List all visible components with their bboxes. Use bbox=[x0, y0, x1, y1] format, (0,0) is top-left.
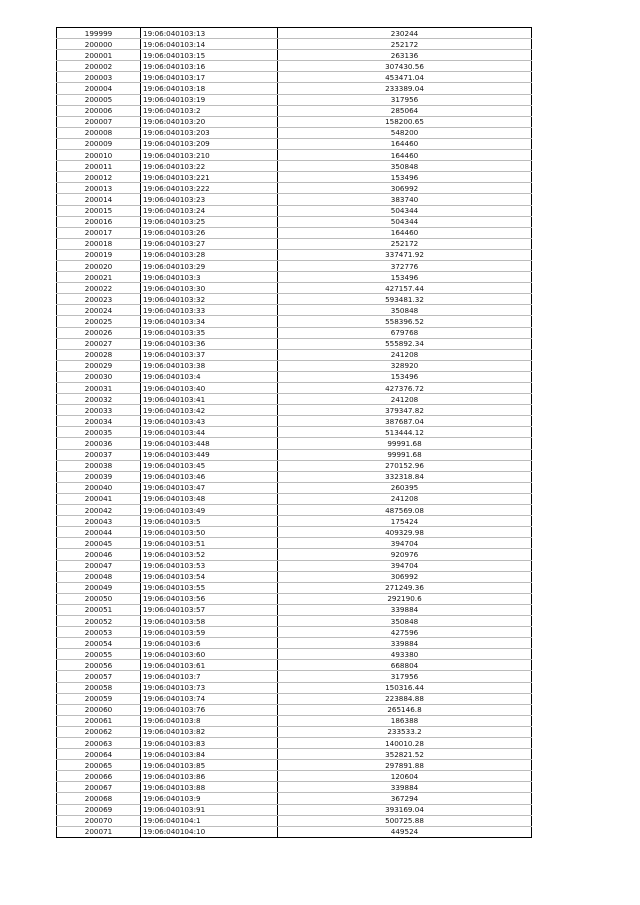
value-cell: 175424 bbox=[278, 516, 532, 527]
row-number-cell: 200032 bbox=[57, 394, 141, 405]
value-cell: 339884 bbox=[278, 638, 532, 649]
cadastral-number-cell: 19:06:040103:86 bbox=[141, 771, 278, 782]
row-number-cell: 200049 bbox=[57, 582, 141, 593]
value-cell: 186388 bbox=[278, 715, 532, 726]
row-number-cell: 200008 bbox=[57, 127, 141, 138]
table-row bbox=[57, 749, 532, 760]
row-number-cell: 200029 bbox=[57, 360, 141, 371]
table-row bbox=[57, 349, 532, 360]
row-number-cell: 200003 bbox=[57, 72, 141, 83]
row-number-cell: 200027 bbox=[57, 338, 141, 349]
cadastral-number-cell: 19:06:040103:8 bbox=[141, 715, 278, 726]
cadastral-number-cell: 19:06:040103:43 bbox=[141, 416, 278, 427]
table-row bbox=[57, 405, 532, 416]
row-number-cell: 200065 bbox=[57, 760, 141, 771]
value-cell: 427596 bbox=[278, 627, 532, 638]
cadastral-number-cell: 19:06:040103:53 bbox=[141, 560, 278, 571]
row-number-cell: 200019 bbox=[57, 249, 141, 260]
value-cell: 352821.52 bbox=[278, 749, 532, 760]
value-cell: 306992 bbox=[278, 571, 532, 582]
row-number-cell: 200007 bbox=[57, 116, 141, 127]
row-number-cell: 200022 bbox=[57, 283, 141, 294]
table-row bbox=[57, 527, 532, 538]
row-number-cell: 200026 bbox=[57, 327, 141, 338]
row-number-cell: 200057 bbox=[57, 671, 141, 682]
value-cell: 164460 bbox=[278, 150, 532, 161]
table-row bbox=[57, 438, 532, 449]
row-number-cell: 200009 bbox=[57, 138, 141, 149]
cadastral-number-cell: 19:06:040103:9 bbox=[141, 793, 278, 804]
table-row bbox=[57, 682, 532, 693]
table-row bbox=[57, 383, 532, 394]
row-number-cell: 200071 bbox=[57, 826, 141, 837]
cadastral-number-cell: 19:06:040103:32 bbox=[141, 294, 278, 305]
table-row bbox=[57, 305, 532, 316]
table-row bbox=[57, 216, 532, 227]
row-number-cell: 200037 bbox=[57, 449, 141, 460]
value-cell: 339884 bbox=[278, 604, 532, 615]
cadastral-number-cell: 19:06:040103:5 bbox=[141, 516, 278, 527]
value-cell: 140010.28 bbox=[278, 738, 532, 749]
value-cell: 558396.52 bbox=[278, 316, 532, 327]
cadastral-number-cell: 19:06:040103:50 bbox=[141, 527, 278, 538]
cadastral-number-cell: 19:06:040103:448 bbox=[141, 438, 278, 449]
row-number-cell: 200033 bbox=[57, 405, 141, 416]
value-cell: 383740 bbox=[278, 194, 532, 205]
cadastral-number-cell: 19:06:040103:28 bbox=[141, 249, 278, 260]
row-number-cell: 200041 bbox=[57, 493, 141, 504]
value-cell: 158200.65 bbox=[278, 116, 532, 127]
row-number-cell: 200021 bbox=[57, 272, 141, 283]
row-number-cell: 200064 bbox=[57, 749, 141, 760]
cadastral-value-table bbox=[56, 27, 532, 838]
row-number-cell: 200068 bbox=[57, 793, 141, 804]
table-row bbox=[57, 782, 532, 793]
row-number-cell: 200000 bbox=[57, 39, 141, 50]
row-number-cell: 200050 bbox=[57, 593, 141, 604]
cadastral-number-cell: 19:06:040103:40 bbox=[141, 383, 278, 394]
cadastral-number-cell: 19:06:040103:20 bbox=[141, 116, 278, 127]
table-row bbox=[57, 260, 532, 271]
row-number-cell: 200036 bbox=[57, 438, 141, 449]
cadastral-number-cell: 19:06:040103:46 bbox=[141, 471, 278, 482]
cadastral-number-cell: 19:06:040103:22 bbox=[141, 161, 278, 172]
table-row bbox=[57, 815, 532, 826]
row-number-cell: 200053 bbox=[57, 627, 141, 638]
row-number-cell: 200030 bbox=[57, 371, 141, 382]
table-row bbox=[57, 205, 532, 216]
value-cell: 449524 bbox=[278, 826, 532, 837]
table-row bbox=[57, 94, 532, 105]
table-row bbox=[57, 560, 532, 571]
table-row bbox=[57, 471, 532, 482]
table-row bbox=[57, 50, 532, 61]
table-row bbox=[57, 327, 532, 338]
cadastral-number-cell: 19:06:040103:15 bbox=[141, 50, 278, 61]
cadastral-number-cell: 19:06:040103:48 bbox=[141, 493, 278, 504]
cadastral-number-cell: 19:06:040103:49 bbox=[141, 505, 278, 516]
table-row bbox=[57, 39, 532, 50]
cadastral-number-cell: 19:06:040103:4 bbox=[141, 371, 278, 382]
row-number-cell: 200016 bbox=[57, 216, 141, 227]
cadastral-number-cell: 19:06:040103:88 bbox=[141, 782, 278, 793]
cadastral-number-cell: 19:06:040103:74 bbox=[141, 693, 278, 704]
table-body bbox=[57, 28, 532, 838]
table-row bbox=[57, 194, 532, 205]
cadastral-number-cell: 19:06:040103:85 bbox=[141, 760, 278, 771]
table-row bbox=[57, 394, 532, 405]
table-row bbox=[57, 649, 532, 660]
cadastral-number-cell: 19:06:040103:203 bbox=[141, 127, 278, 138]
value-cell: 504344 bbox=[278, 216, 532, 227]
cadastral-number-cell: 19:06:040103:24 bbox=[141, 205, 278, 216]
cadastral-number-cell: 19:06:040103:59 bbox=[141, 627, 278, 638]
value-cell: 270152.96 bbox=[278, 460, 532, 471]
row-number-cell: 200066 bbox=[57, 771, 141, 782]
table-row bbox=[57, 638, 532, 649]
table-row bbox=[57, 715, 532, 726]
table-row bbox=[57, 460, 532, 471]
value-cell: 332318.84 bbox=[278, 471, 532, 482]
cadastral-number-cell: 19:06:040103:27 bbox=[141, 238, 278, 249]
cadastral-number-cell: 19:06:040103:19 bbox=[141, 94, 278, 105]
value-cell: 593481.32 bbox=[278, 294, 532, 305]
table-row bbox=[57, 771, 532, 782]
value-cell: 241208 bbox=[278, 493, 532, 504]
table-row bbox=[57, 826, 532, 837]
table-row bbox=[57, 593, 532, 604]
row-number-cell: 200043 bbox=[57, 516, 141, 527]
row-number-cell: 200062 bbox=[57, 726, 141, 737]
value-cell: 241208 bbox=[278, 394, 532, 405]
row-number-cell: 200017 bbox=[57, 227, 141, 238]
table-row bbox=[57, 127, 532, 138]
row-number-cell: 200070 bbox=[57, 815, 141, 826]
row-number-cell: 200020 bbox=[57, 260, 141, 271]
value-cell: 153496 bbox=[278, 272, 532, 283]
cadastral-number-cell: 19:06:040103:47 bbox=[141, 482, 278, 493]
cadastral-number-cell: 19:06:040103:18 bbox=[141, 83, 278, 94]
table-row bbox=[57, 150, 532, 161]
cadastral-number-cell: 19:06:040103:51 bbox=[141, 538, 278, 549]
value-cell: 164460 bbox=[278, 227, 532, 238]
cadastral-number-cell: 19:06:040103:73 bbox=[141, 682, 278, 693]
cadastral-number-cell: 19:06:040103:84 bbox=[141, 749, 278, 760]
row-number-cell: 200018 bbox=[57, 238, 141, 249]
row-number-cell: 200031 bbox=[57, 383, 141, 394]
value-cell: 394704 bbox=[278, 560, 532, 571]
table-row bbox=[57, 793, 532, 804]
table-row bbox=[57, 338, 532, 349]
value-cell: 263136 bbox=[278, 50, 532, 61]
value-cell: 548200 bbox=[278, 127, 532, 138]
value-cell: 317956 bbox=[278, 94, 532, 105]
value-cell: 409329.98 bbox=[278, 527, 532, 538]
value-cell: 372776 bbox=[278, 260, 532, 271]
table-row bbox=[57, 416, 532, 427]
row-number-cell: 200014 bbox=[57, 194, 141, 205]
value-cell: 555892.34 bbox=[278, 338, 532, 349]
cadastral-number-cell: 19:06:040103:37 bbox=[141, 349, 278, 360]
table-row bbox=[57, 615, 532, 626]
row-number-cell: 200025 bbox=[57, 316, 141, 327]
row-number-cell: 200013 bbox=[57, 183, 141, 194]
cadastral-number-cell: 19:06:040104:1 bbox=[141, 815, 278, 826]
table-row bbox=[57, 671, 532, 682]
cadastral-number-cell: 19:06:040103:54 bbox=[141, 571, 278, 582]
value-cell: 668804 bbox=[278, 660, 532, 671]
cadastral-number-cell: 19:06:040103:449 bbox=[141, 449, 278, 460]
cadastral-number-cell: 19:06:040103:38 bbox=[141, 360, 278, 371]
table-row bbox=[57, 283, 532, 294]
value-cell: 453471.04 bbox=[278, 72, 532, 83]
row-number-cell: 200006 bbox=[57, 105, 141, 116]
cadastral-number-cell: 19:06:040103:55 bbox=[141, 582, 278, 593]
row-number-cell: 200063 bbox=[57, 738, 141, 749]
value-cell: 350848 bbox=[278, 305, 532, 316]
cadastral-number-cell: 19:06:040103:60 bbox=[141, 649, 278, 660]
row-number-cell: 200044 bbox=[57, 527, 141, 538]
row-number-cell: 200035 bbox=[57, 427, 141, 438]
cadastral-number-cell: 19:06:040103:35 bbox=[141, 327, 278, 338]
cadastral-number-cell: 19:06:040103:26 bbox=[141, 227, 278, 238]
value-cell: 487569.08 bbox=[278, 505, 532, 516]
value-cell: 493380 bbox=[278, 649, 532, 660]
table-row bbox=[57, 505, 532, 516]
value-cell: 99991.68 bbox=[278, 449, 532, 460]
table-row bbox=[57, 571, 532, 582]
row-number-cell: 200045 bbox=[57, 538, 141, 549]
row-number-cell: 200051 bbox=[57, 604, 141, 615]
value-cell: 292190.6 bbox=[278, 593, 532, 604]
row-number-cell: 200061 bbox=[57, 715, 141, 726]
value-cell: 153496 bbox=[278, 172, 532, 183]
table-row bbox=[57, 227, 532, 238]
value-cell: 285064 bbox=[278, 105, 532, 116]
table-row bbox=[57, 272, 532, 283]
table-row bbox=[57, 693, 532, 704]
table-row bbox=[57, 105, 532, 116]
row-number-cell: 200001 bbox=[57, 50, 141, 61]
cadastral-number-cell: 19:06:040103:45 bbox=[141, 460, 278, 471]
value-cell: 223884.88 bbox=[278, 693, 532, 704]
value-cell: 120604 bbox=[278, 771, 532, 782]
row-number-cell: 199999 bbox=[57, 28, 141, 39]
cadastral-number-cell: 19:06:040103:221 bbox=[141, 172, 278, 183]
cadastral-number-cell: 19:06:040103:44 bbox=[141, 427, 278, 438]
row-number-cell: 200004 bbox=[57, 83, 141, 94]
table-row bbox=[57, 449, 532, 460]
value-cell: 328920 bbox=[278, 360, 532, 371]
cadastral-number-cell: 19:06:040103:23 bbox=[141, 194, 278, 205]
cadastral-number-cell: 19:06:040103:16 bbox=[141, 61, 278, 72]
value-cell: 337471.92 bbox=[278, 249, 532, 260]
cadastral-number-cell: 19:06:040103:13 bbox=[141, 28, 278, 39]
table-row bbox=[57, 538, 532, 549]
row-number-cell: 200060 bbox=[57, 704, 141, 715]
table-row bbox=[57, 72, 532, 83]
row-number-cell: 200042 bbox=[57, 505, 141, 516]
value-cell: 153496 bbox=[278, 371, 532, 382]
table-row bbox=[57, 427, 532, 438]
value-cell: 679768 bbox=[278, 327, 532, 338]
table-row bbox=[57, 726, 532, 737]
cadastral-number-cell: 19:06:040103:41 bbox=[141, 394, 278, 405]
value-cell: 265146.8 bbox=[278, 704, 532, 715]
cadastral-number-cell: 19:06:040103:29 bbox=[141, 260, 278, 271]
value-cell: 387687.04 bbox=[278, 416, 532, 427]
value-cell: 393169.04 bbox=[278, 804, 532, 815]
row-number-cell: 200054 bbox=[57, 638, 141, 649]
cadastral-number-cell: 19:06:040103:91 bbox=[141, 804, 278, 815]
cadastral-number-cell: 19:06:040103:2 bbox=[141, 105, 278, 116]
cadastral-number-cell: 19:06:040103:61 bbox=[141, 660, 278, 671]
table-row bbox=[57, 760, 532, 771]
row-number-cell: 200028 bbox=[57, 349, 141, 360]
table-row bbox=[57, 183, 532, 194]
cadastral-number-cell: 19:06:040103:30 bbox=[141, 283, 278, 294]
table-row bbox=[57, 493, 532, 504]
table-row bbox=[57, 316, 532, 327]
row-number-cell: 200015 bbox=[57, 205, 141, 216]
value-cell: 252172 bbox=[278, 39, 532, 50]
cadastral-number-cell: 19:06:040103:58 bbox=[141, 615, 278, 626]
row-number-cell: 200034 bbox=[57, 416, 141, 427]
row-number-cell: 200046 bbox=[57, 549, 141, 560]
value-cell: 500725.88 bbox=[278, 815, 532, 826]
cadastral-number-cell: 19:06:040103:25 bbox=[141, 216, 278, 227]
table-row bbox=[57, 161, 532, 172]
cadastral-number-cell: 19:06:040103:7 bbox=[141, 671, 278, 682]
row-number-cell: 200038 bbox=[57, 460, 141, 471]
cadastral-number-cell: 19:06:040103:42 bbox=[141, 405, 278, 416]
row-number-cell: 200024 bbox=[57, 305, 141, 316]
table-row bbox=[57, 660, 532, 671]
table-row bbox=[57, 294, 532, 305]
value-cell: 339884 bbox=[278, 782, 532, 793]
table-row bbox=[57, 516, 532, 527]
table-row bbox=[57, 804, 532, 815]
value-cell: 513444.12 bbox=[278, 427, 532, 438]
value-cell: 394704 bbox=[278, 538, 532, 549]
row-number-cell: 200040 bbox=[57, 482, 141, 493]
row-number-cell: 200039 bbox=[57, 471, 141, 482]
table-row bbox=[57, 627, 532, 638]
table-row bbox=[57, 738, 532, 749]
cadastral-number-cell: 19:06:040103:83 bbox=[141, 738, 278, 749]
cadastral-number-cell: 19:06:040103:57 bbox=[141, 604, 278, 615]
cadastral-number-cell: 19:06:040103:82 bbox=[141, 726, 278, 737]
table-row bbox=[57, 704, 532, 715]
value-cell: 164460 bbox=[278, 138, 532, 149]
table-row bbox=[57, 482, 532, 493]
cadastral-number-cell: 19:06:040103:76 bbox=[141, 704, 278, 715]
value-cell: 307430.56 bbox=[278, 61, 532, 72]
cadastral-number-cell: 19:06:040103:36 bbox=[141, 338, 278, 349]
cadastral-number-cell: 19:06:040103:210 bbox=[141, 150, 278, 161]
value-cell: 297891.88 bbox=[278, 760, 532, 771]
value-cell: 271249.36 bbox=[278, 582, 532, 593]
cadastral-number-cell: 19:06:040103:6 bbox=[141, 638, 278, 649]
table-row bbox=[57, 172, 532, 183]
cadastral-number-cell: 19:06:040103:209 bbox=[141, 138, 278, 149]
value-cell: 252172 bbox=[278, 238, 532, 249]
row-number-cell: 200056 bbox=[57, 660, 141, 671]
table-row bbox=[57, 371, 532, 382]
value-cell: 230244 bbox=[278, 28, 532, 39]
row-number-cell: 200058 bbox=[57, 682, 141, 693]
value-cell: 233533.2 bbox=[278, 726, 532, 737]
row-number-cell: 200055 bbox=[57, 649, 141, 660]
row-number-cell: 200048 bbox=[57, 571, 141, 582]
cadastral-number-cell: 19:06:040104:10 bbox=[141, 826, 278, 837]
value-cell: 260395 bbox=[278, 482, 532, 493]
row-number-cell: 200069 bbox=[57, 804, 141, 815]
value-cell: 150316.44 bbox=[278, 682, 532, 693]
row-number-cell: 200002 bbox=[57, 61, 141, 72]
cadastral-number-cell: 19:06:040103:56 bbox=[141, 593, 278, 604]
row-number-cell: 200059 bbox=[57, 693, 141, 704]
table-row bbox=[57, 61, 532, 72]
cadastral-number-cell: 19:06:040103:52 bbox=[141, 549, 278, 560]
table-row bbox=[57, 238, 532, 249]
value-cell: 233389.04 bbox=[278, 83, 532, 94]
table-row bbox=[57, 582, 532, 593]
value-cell: 427157.44 bbox=[278, 283, 532, 294]
value-cell: 350848 bbox=[278, 161, 532, 172]
cadastral-number-cell: 19:06:040103:34 bbox=[141, 316, 278, 327]
cadastral-number-cell: 19:06:040103:222 bbox=[141, 183, 278, 194]
table-row bbox=[57, 28, 532, 39]
row-number-cell: 200012 bbox=[57, 172, 141, 183]
table-row bbox=[57, 549, 532, 560]
table-row bbox=[57, 116, 532, 127]
row-number-cell: 200067 bbox=[57, 782, 141, 793]
value-cell: 241208 bbox=[278, 349, 532, 360]
row-number-cell: 200047 bbox=[57, 560, 141, 571]
table-row bbox=[57, 83, 532, 94]
cadastral-number-cell: 19:06:040103:33 bbox=[141, 305, 278, 316]
value-cell: 379347.82 bbox=[278, 405, 532, 416]
value-cell: 367294 bbox=[278, 793, 532, 804]
table-row bbox=[57, 604, 532, 615]
value-cell: 504344 bbox=[278, 205, 532, 216]
table-row bbox=[57, 360, 532, 371]
table-row bbox=[57, 249, 532, 260]
value-cell: 427376.72 bbox=[278, 383, 532, 394]
cadastral-number-cell: 19:06:040103:17 bbox=[141, 72, 278, 83]
value-cell: 317956 bbox=[278, 671, 532, 682]
row-number-cell: 200010 bbox=[57, 150, 141, 161]
row-number-cell: 200052 bbox=[57, 615, 141, 626]
value-cell: 306992 bbox=[278, 183, 532, 194]
value-cell: 920976 bbox=[278, 549, 532, 560]
cadastral-number-cell: 19:06:040103:14 bbox=[141, 39, 278, 50]
row-number-cell: 200005 bbox=[57, 94, 141, 105]
table-row bbox=[57, 138, 532, 149]
cadastral-number-cell: 19:06:040103:3 bbox=[141, 272, 278, 283]
row-number-cell: 200023 bbox=[57, 294, 141, 305]
value-cell: 99991.68 bbox=[278, 438, 532, 449]
value-cell: 350848 bbox=[278, 615, 532, 626]
row-number-cell: 200011 bbox=[57, 161, 141, 172]
